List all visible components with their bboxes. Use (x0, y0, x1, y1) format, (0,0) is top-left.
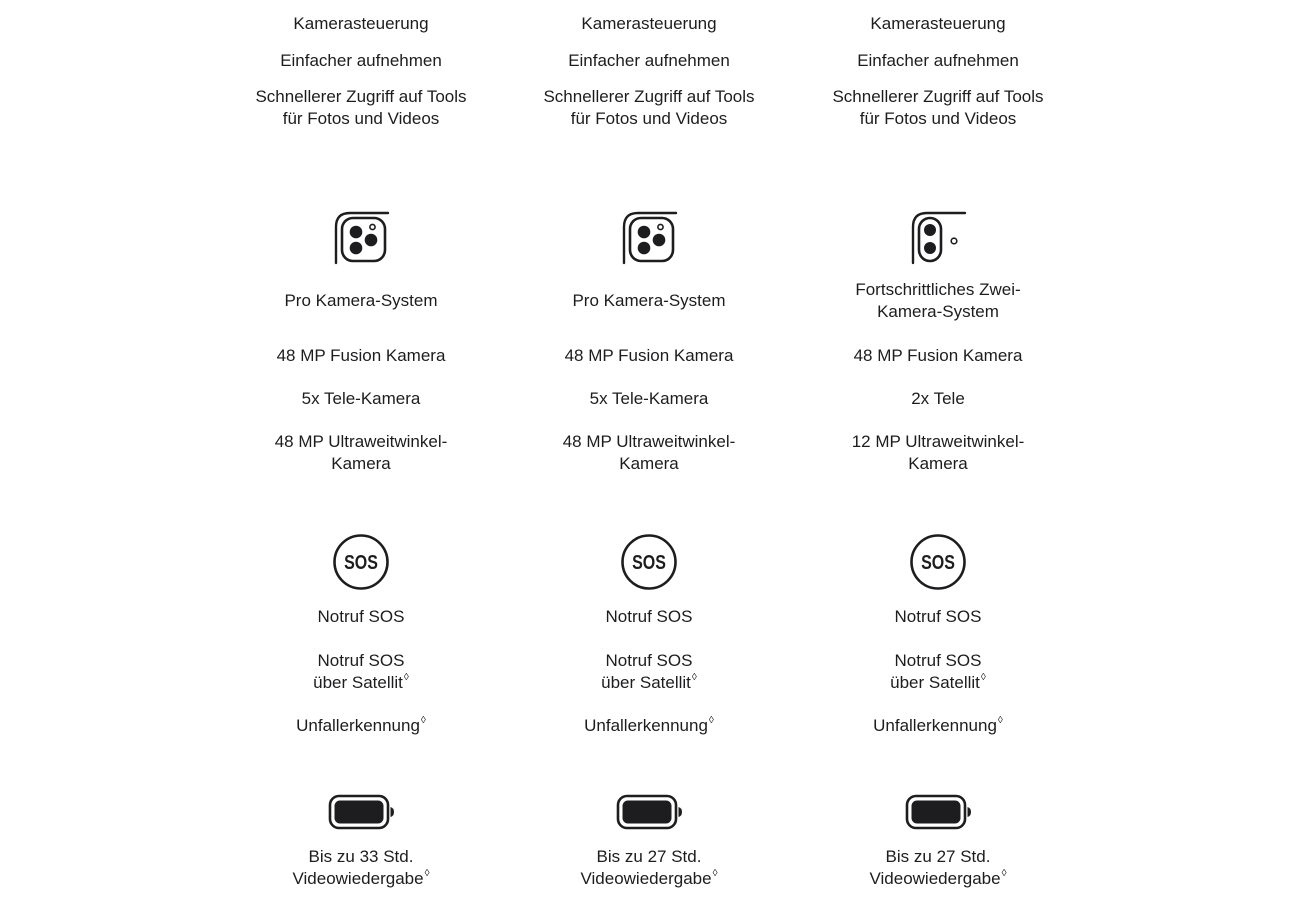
emergency-sos-label: Notruf SOS (605, 607, 693, 626)
ultrawide-camera-label: 48 MP Ultraweitwinkel-Kamera (562, 432, 736, 473)
sos-icon (620, 533, 678, 591)
sos-icon (909, 533, 967, 591)
ultrawide-camera-label: 48 MP Ultraweitwinkel-Kamera (274, 432, 448, 473)
battery-label: Bis zu 27 Std. Videowiedergabe◊ (869, 847, 1007, 888)
pro-triple-camera-icon (334, 209, 390, 265)
footnote-mark[interactable]: ◊ (712, 868, 718, 880)
tele-camera-label: 5x Tele-Kamera (589, 389, 709, 408)
crash-detection-label: Unfallerkennung◊ (296, 715, 426, 735)
battery-full-icon (616, 794, 683, 830)
camera-system-label: Pro Kamera-System (284, 291, 438, 310)
camera-system-label: Fortschrittliches Zwei-Kamera-System (855, 280, 1021, 321)
sos-icon-label: SOS (632, 551, 666, 574)
fusion-camera-label: 48 MP Fusion Kamera (853, 346, 1023, 365)
tele-camera-label: 5x Tele-Kamera (301, 389, 421, 408)
camera-control-label: Kamerasteuerung (293, 14, 429, 33)
sos-icon-label: SOS (921, 551, 955, 574)
footnote-mark[interactable]: ◊ (1001, 868, 1007, 880)
footnote-mark[interactable]: ◊ (403, 672, 409, 684)
comparison-column-1 (255, 0, 467, 900)
footnote-mark[interactable]: ◊ (980, 672, 986, 684)
emergency-sos-label: Notruf SOS (894, 607, 982, 626)
crash-detection-label: Unfallerkennung◊ (584, 715, 714, 735)
fusion-camera-label: 48 MP Fusion Kamera (276, 346, 446, 365)
easy-capture-label: Einfacher aufnehmen (568, 51, 730, 70)
ultrawide-camera-label: 12 MP Ultraweitwinkel-Kamera (851, 432, 1025, 473)
fusion-camera-label: 48 MP Fusion Kamera (564, 346, 734, 365)
tele-camera-label: 2x Tele (911, 389, 965, 408)
quick-access-label: Schnellerer Zugriff auf Tools für Fotos und Videos (832, 87, 1044, 128)
sos-satellite-label: Notruf SOS über Satellit◊ (601, 651, 697, 692)
comparison-column-2 (543, 0, 755, 900)
camera-control-label: Kamerasteuerung (870, 14, 1006, 33)
sos-icon (332, 533, 390, 591)
sos-satellite-label: Notruf SOS über Satellit◊ (313, 651, 409, 692)
camera-system-label: Pro Kamera-System (572, 291, 726, 310)
easy-capture-label: Einfacher aufnehmen (857, 51, 1019, 70)
footnote-mark[interactable]: ◊ (424, 868, 430, 880)
footnote-mark[interactable]: ◊ (708, 715, 714, 727)
battery-label: Bis zu 33 Std. Videowiedergabe◊ (292, 847, 430, 888)
emergency-sos-label: Notruf SOS (317, 607, 405, 626)
footnote-mark[interactable]: ◊ (997, 715, 1003, 727)
footnote-mark[interactable]: ◊ (691, 672, 697, 684)
crash-detection-label: Unfallerkennung◊ (873, 715, 1003, 735)
sos-satellite-label: Notruf SOS über Satellit◊ (890, 651, 986, 692)
easy-capture-label: Einfacher aufnehmen (280, 51, 442, 70)
camera-control-label: Kamerasteuerung (581, 14, 717, 33)
battery-full-icon (328, 794, 395, 830)
dual-camera-icon (911, 209, 967, 265)
comparison-column-3 (832, 0, 1044, 900)
sos-icon-label: SOS (344, 551, 378, 574)
battery-label: Bis zu 27 Std. Videowiedergabe◊ (580, 847, 718, 888)
pro-triple-camera-icon (622, 209, 678, 265)
quick-access-label: Schnellerer Zugriff auf Tools für Fotos und Videos (255, 87, 467, 128)
quick-access-label: Schnellerer Zugriff auf Tools für Fotos und Videos (543, 87, 755, 128)
footnote-mark[interactable]: ◊ (420, 715, 426, 727)
battery-full-icon (905, 794, 972, 830)
